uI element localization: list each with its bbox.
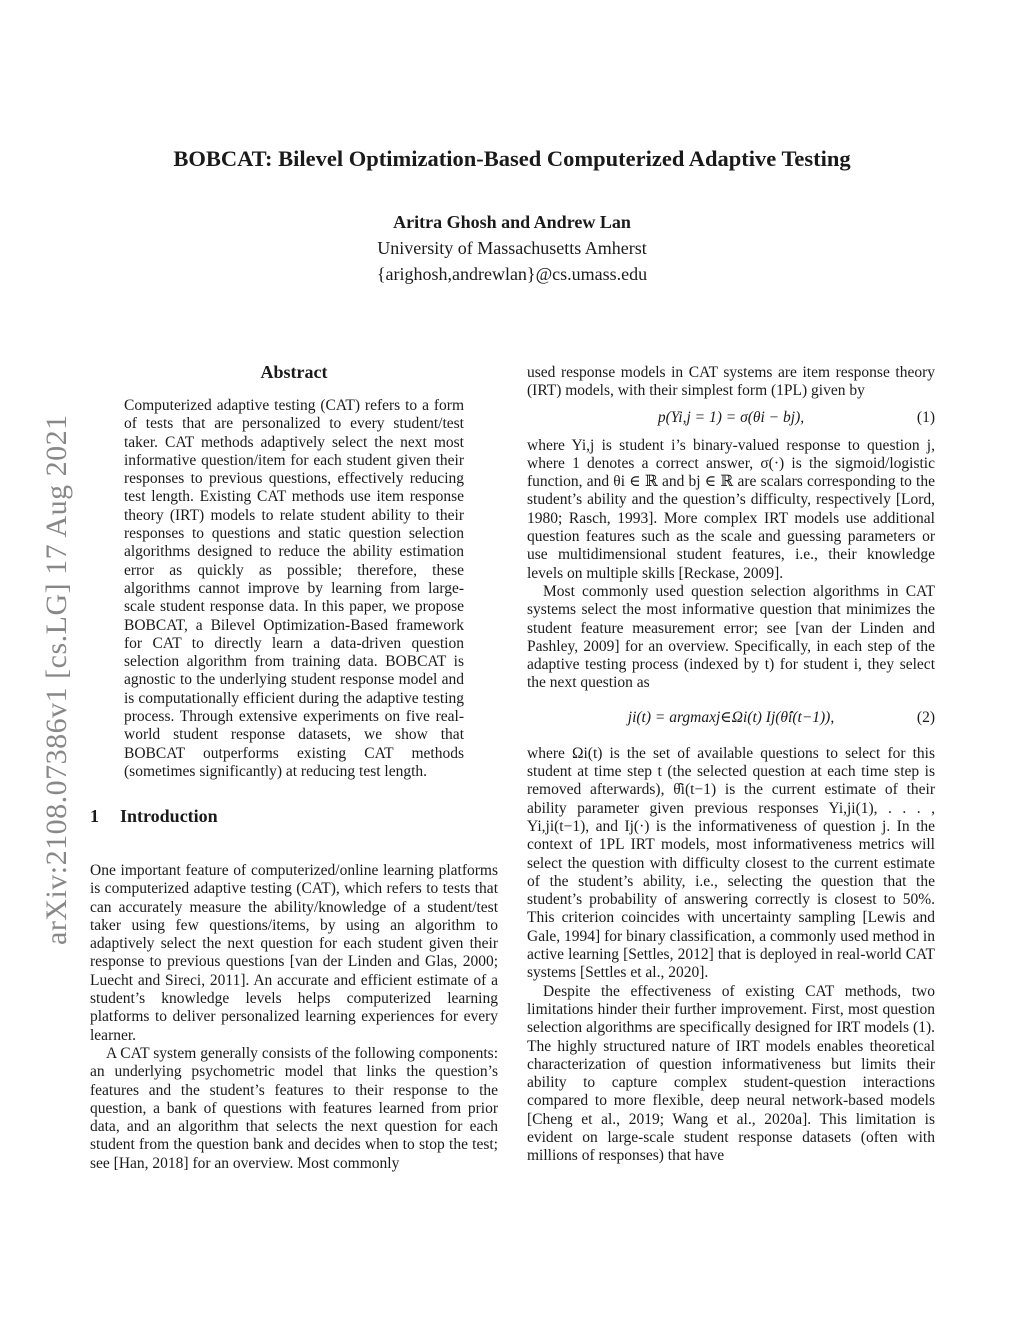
equation-2 <box>527 697 935 741</box>
right-paragraph-4: where Ωi(t) is the set of available questions to select for this student at time step t (the selected question at each time step is removed afterwards), θ̂i(t−1) is the current estimate of their ability parameter given previous responses Yi,ji(1), . . . , Yi,ji(t−1), and Ij(·) is the informativeness of question j. In the context of 1PL IRT models, most informativeness metrics will select the question with difficulty closest to the current estimate of the student’s ability, i.e., selecting the question that the student’s probability of answering correctly is closest to 50%. This criterion coincides with uncertainty sampling [Lewis and Gale, 1994] for binary classification, a commonly used method in active learning [Settles, 2012] that is deployed in real-world CAT systems [Settles et al., 2020]. <box>527 744 935 982</box>
left-column <box>90 862 498 1173</box>
right-paragraph-1: used response models in CAT systems are item response theory (IRT) models, with their simplest form (1PL) given by <box>527 364 935 400</box>
arxiv-identifier: arXiv:2108.07386v1 [cs.LG] 17 Aug 2021 <box>40 414 73 945</box>
section-number: 1 <box>90 806 99 826</box>
section-heading <box>90 806 218 827</box>
right-paragraph-3: Most commonly used question selection algorithms in CAT systems select the most informative question that minimizes the student feature measurement error; see [van der Linden and Pashley, 2009] for an overview. Specifically, in each step of the adaptive testing process (indexed by t) for student i, they select the next question as <box>527 582 935 692</box>
section-title: Introduction <box>120 806 218 826</box>
right-paragraph-2: where Yi,j is student i’s binary-valued response to question j, where 1 denotes a correct answer, σ(·) is the sigmoid/logistic function, and θi ∈ ℝ and bj ∈ ℝ are scalars corresponding to the student’s ability and the question’s difficulty, respectively [Lord, 1980; Rasch, 1993]. More complex IRT models use additional question features such as the scale and guessing parameters or use multidimensional student features, i.e., their knowledge levels on multiple skills [Reckase, 2009]. <box>527 436 935 582</box>
equation-2-number: (2) <box>916 708 935 726</box>
abstract-heading: Abstract <box>260 362 328 382</box>
right-paragraph-5: Despite the effectiveness of existing CAT methods, two limitations hinder their further improvement. First, most question selection algorithms are specifically designed for IRT models (1). The highly structured nature of IRT models enables theoretical characterization of question informativeness but limits their ability to capture complex student-question interactions compared to more flexible, deep neural network-based models [Cheng et al., 2019; Wang et al., 2020a]. This limitation is evident on large-scale student response datasets (often with millions of responses) that have <box>527 982 935 1165</box>
affiliation: University of Massachusetts Amherst <box>377 238 647 258</box>
intro-paragraph-2: A CAT system generally consists of the following components: an underlying psychometric model that links the question’s features and the student’s features to their response to the question, a bank of questions with features learned from prior data, and an algorithm that selects the next question for each student from the question bank and decides when to stop the test; see [Han, 2018] for an overview. Most commonly <box>90 1044 498 1172</box>
authors: Aritra Ghosh and Andrew Lan <box>393 212 631 232</box>
equation-2-body: ji(t) = argmaxj∈Ωi(t) Ij(θ̂i(t−1)), <box>627 708 835 726</box>
abstract-body: Computerized adaptive testing (CAT) refers to a form of tests that are personalized to every student/test taker. CAT methods adaptively select the next most informative question/item for each student given their responses to previous questions, effectively reducing test length. Existing CAT methods use item response theory (IRT) models to relate student ability to their responses to questions and static question selection algorithms designed to reduce the ability estimation error as quickly as possible; therefore, these algorithms cannot improve by learning from large-scale student response data. In this paper, we propose BOBCAT, a Bilevel Optimization-Based framework for CAT to directly learn a data-driven question selection algorithm from training data. BOBCAT is agnostic to the underlying student response model and is computationally efficient during the adaptive testing process. Through extensive experiments on five real-world student response datasets, we show that BOBCAT outperforms existing CAT methods (sometimes significantly) at reducing test length. <box>124 397 464 780</box>
paper-title: BOBCAT: Bilevel Optimization-Based Computerized Adaptive Testing <box>173 146 851 171</box>
equation-1 <box>527 405 935 433</box>
equation-1-number: (1) <box>916 408 935 426</box>
intro-paragraph-1: One important feature of computerized/online learning platforms is computerized adaptive testing (CAT), which refers to tests that can accurately measure the ability/knowledge of a student/test taker using few questions/items, by using an algorithm to adaptively select the next question for each student given their response to previous questions [van der Linden and Glas, 2000; Luecht and Sireci, 2011]. An accurate and efficient estimate of a student’s knowledge levels helps computerized learning platforms to deliver personalized learning experiences for every learner. <box>90 862 498 1044</box>
equation-1-body: p(Yi,j = 1) = σ(θi − bj), <box>657 408 805 426</box>
email: {arighosh,andrewlan}@cs.umass.edu <box>376 264 648 284</box>
right-column <box>527 364 935 1166</box>
